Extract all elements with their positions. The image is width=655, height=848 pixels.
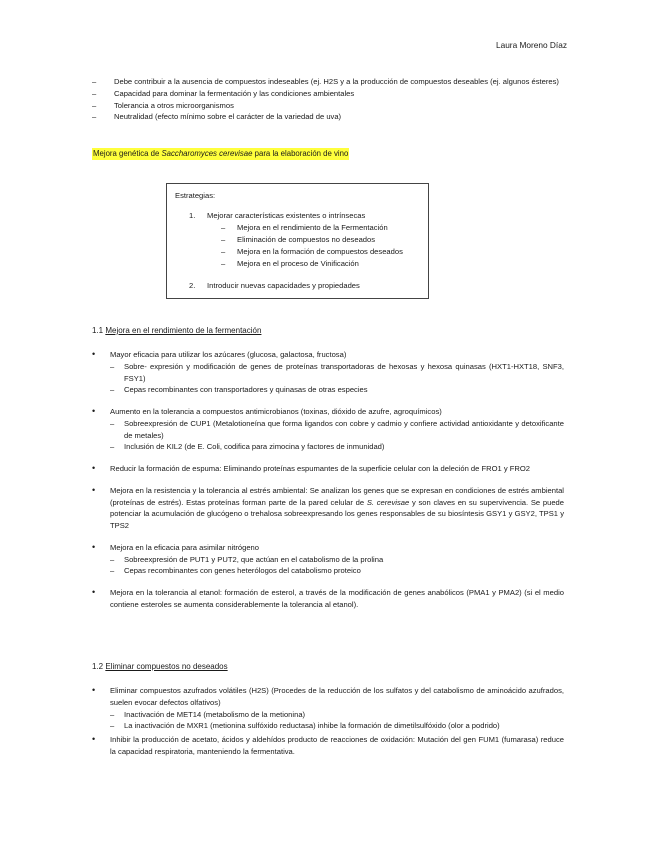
bullet-list	[92, 349, 564, 611]
bullet-item	[92, 542, 564, 577]
intro-section	[92, 76, 564, 123]
bullet-text: Eliminar compuestos azufrados volátiles (H2S) (Procedes de la reducción de los sulfatos y del catabolismo de aminoácido azufrados, suelen evocar defectos olfativos)	[110, 686, 564, 707]
section-heading-1-2	[92, 661, 228, 673]
bullet-item	[92, 406, 564, 453]
bullet-text: Aumento en la tolerancia a compuestos antimicrobianos (toxinas, dióxido de azufre, agroquímicos)	[110, 407, 442, 417]
heading-species: Saccharomyces cerevisae	[161, 149, 253, 158]
list-item: – Neutralidad (efecto mínimo sobre el carácter de la variedad de uva)	[92, 111, 564, 123]
sub-item: – Cepas recombinantes con genes heterólogos del catabolismo proteico	[110, 565, 564, 577]
section-1-2-body	[92, 685, 564, 768]
sub-item: – La inactivación de MXR1 (metionina sulfóxido reductasa) inhibe la formación de dimetilsulfóxido (olor a podrido)	[110, 720, 564, 732]
section-heading-1-1	[92, 325, 261, 337]
bullet-text: Mejora en la eficacia para asimilar nitrógeno	[110, 542, 259, 552]
bullet-item	[92, 587, 564, 611]
section-number: 1.1	[92, 326, 106, 335]
list-item: – Debe contribuir a la ausencia de compuestos indeseables (ej. H2S y a la producción de compuestos deseables (ej. algunos ésteres)	[92, 76, 564, 88]
intro-list	[92, 76, 564, 123]
bullet-item	[92, 463, 564, 475]
list-item: – Mejora en el proceso de Vinificación	[221, 258, 420, 270]
bullet-item	[92, 734, 564, 758]
sub-item: – Sobreexpresión de CUP1 (Metalotioneína que forma ligandos con cobre y cadmio y confiere actividad antioxidante y detoxificante de metales)	[110, 418, 564, 442]
sub-item: – Inactivación de MET14 (metabolismo de la metionina)	[110, 709, 564, 721]
list-item: – Mejora en el rendimiento de la Fermentación	[221, 222, 420, 234]
list-item: – Eliminación de compuestos no deseados	[221, 234, 420, 246]
sub-list	[110, 418, 564, 453]
bullet-item	[92, 685, 564, 732]
section-title: Mejora en el rendimiento de la fermentación	[105, 326, 262, 335]
strategy-label: Introducir nuevas capacidades y propiedades	[207, 280, 360, 290]
section-1-1-body	[92, 349, 564, 621]
list-item: – Capacidad para dominar la fermentación y las condiciones ambientales	[92, 88, 564, 100]
sub-list	[110, 554, 564, 578]
sub-list	[110, 709, 564, 733]
highlighted-heading	[92, 148, 349, 160]
strategies-title: Estrategias:	[175, 191, 216, 200]
bullet-list	[92, 685, 564, 758]
list-item: – Tolerancia a otros microorganismos	[92, 100, 564, 112]
strategy-number: 2.	[189, 280, 196, 290]
sub-item: – Inclusión de KIL2 (de E. Coli, codifica para zimocina y factores de inmunidad)	[110, 441, 564, 453]
list-item: – Mejora en la formación de compuestos deseados	[221, 246, 420, 258]
strategy-number: 1.	[189, 210, 196, 220]
strategies-box	[166, 183, 429, 299]
bullet-text: Inhibir la producción de acetato, ácidos y aldehídos producto de reacciones de oxidación: Mutación del gen FUM1 (fumarasa) reduce la capacidad respiratoria, manteniendo la fermentativa.	[110, 735, 564, 756]
bullet-species: S. cerevisae	[366, 497, 410, 507]
bullet-text: y son claves en su supervivencia. Se puede potenciar la acumulación de glucógeno o trehalosa sobreexpresando los genes responsables de su biosíntesis GSY1 y GSY2, TPS1 y TPS2	[110, 497, 564, 531]
heading-prefix: Mejora genética de	[93, 149, 162, 158]
strategy-sub-list	[175, 222, 420, 270]
bullet-text: Mejora en la resistencia y la tolerancia al estrés ambiental: Se analizan los genes que se expresan en condiciones de estrés ambiental (proteínas de estrés). Estas proteínas forman parte de la pared celular de	[110, 485, 564, 507]
bullet-item	[92, 349, 564, 396]
sub-item: – Cepas recombinantes con transportadores y quinasas de otras especies	[110, 384, 564, 396]
bullet-item	[92, 485, 564, 532]
strategy-item-2	[175, 280, 420, 292]
strategy-label: Mejorar características existentes o intrínsecas	[207, 210, 366, 220]
section-title: Eliminar compuestos no deseados	[105, 662, 228, 671]
bullet-text: Mayor eficacia para utilizar los azúcares (glucosa, galactosa, fructosa)	[110, 350, 347, 359]
bullet-text: Mejora en la tolerancia al etanol: formación de esterol, a través de la modificación de genes anabólicos (PMA1 y PMA2) (si el medio contiene esteroles se aumenta considerablemente la tolerancia al etanol).	[110, 588, 564, 610]
sub-item: – Sobreexpresión de PUT1 y PUT2, que actúan en el catabolismo de la prolina	[110, 554, 564, 566]
author-header: Laura Moreno Díaz	[495, 40, 567, 50]
sub-item: – Sobre- expresión y modificación de genes de proteínas transportadoras de hexosas y hexosa quinasas (HXT1-HXT18, SNF3, FSY1)	[110, 361, 564, 385]
bullet-text: Reducir la formación de espuma: Eliminando proteínas espumantes de la superficie celular con la deleción de FRO1 y FRO2	[110, 464, 530, 474]
heading-suffix: para la elaboración de vino	[252, 149, 349, 158]
strategy-item-1	[175, 210, 420, 222]
section-number: 1.2	[92, 662, 106, 671]
sub-list	[110, 361, 564, 396]
